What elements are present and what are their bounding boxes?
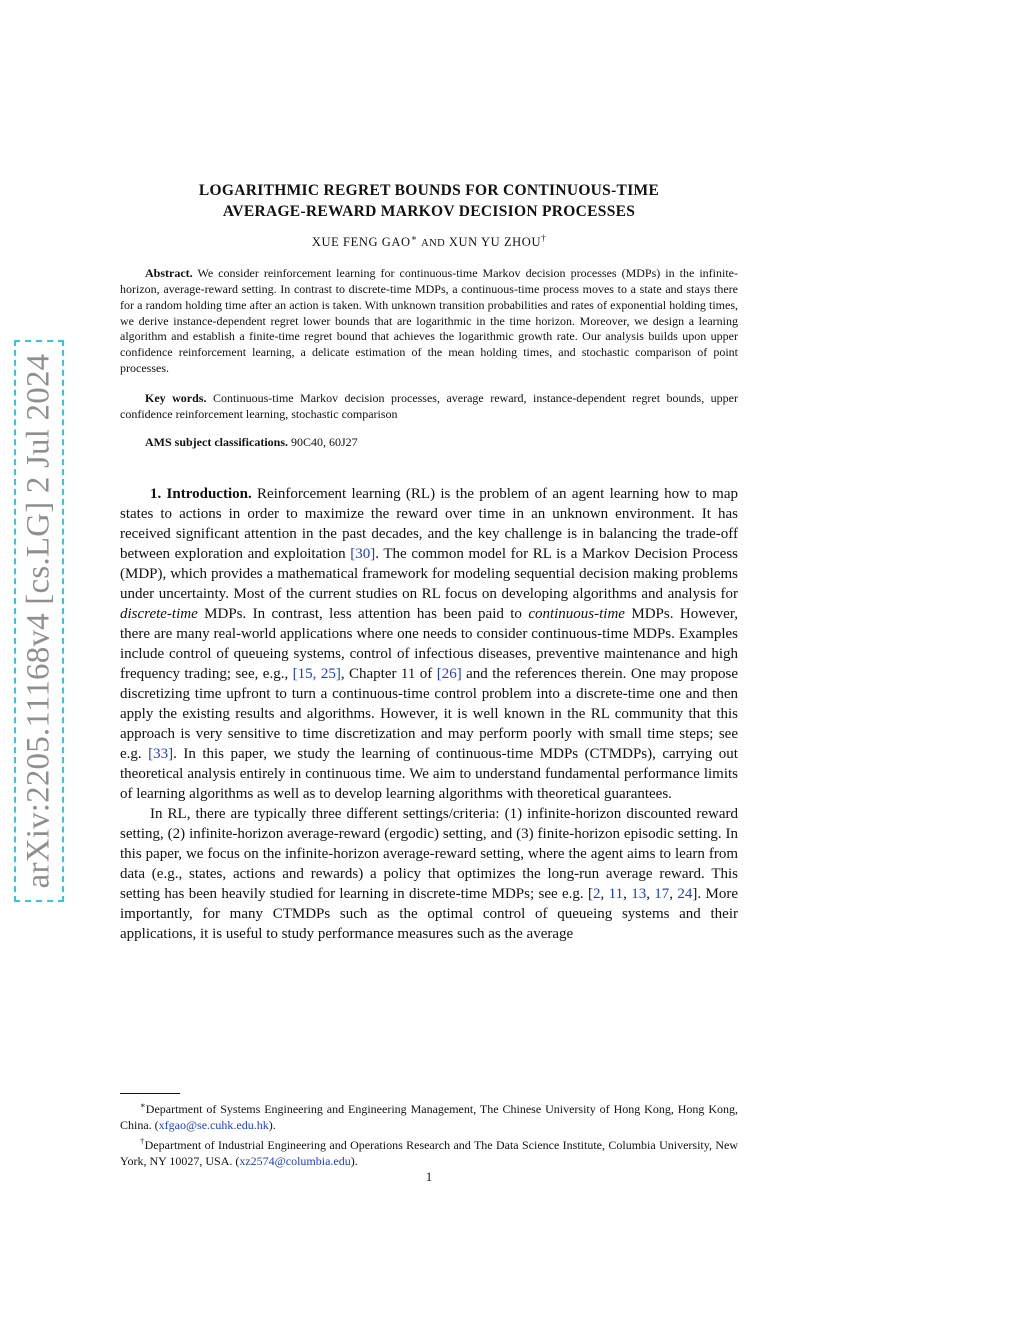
emphasis-continuous-time: continuous-time bbox=[528, 606, 625, 623]
citation-link[interactable]: 11 bbox=[608, 886, 624, 903]
footnote-1 bbox=[120, 1097, 738, 1133]
footnote-mark: † bbox=[140, 1136, 145, 1146]
page-number: 1 bbox=[425, 1170, 433, 1184]
ams-classification bbox=[120, 435, 738, 451]
title-line-1: LOGARITHMIC REGRET BOUNDS FOR CONTINUOUS-TIME bbox=[198, 182, 660, 199]
intro-paragraph-1 bbox=[120, 484, 738, 804]
ams-label: AMS subject classifications. bbox=[145, 435, 288, 450]
footnote-text: Department of Systems Engineering and Engineering Management, The Chinese University of Hong Kong, Hong Kong, China. ( bbox=[120, 1102, 738, 1132]
arxiv-identifier: arXiv:2205.11168v4 [cs.LG] 2 Jul 2024 bbox=[20, 353, 57, 889]
emphasis-discrete-time: discrete-time bbox=[120, 606, 198, 623]
citation-link[interactable]: 17 bbox=[654, 886, 670, 903]
intro-text: MDPs. In contrast, less attention has been paid to bbox=[197, 606, 529, 623]
arxiv-stamp bbox=[14, 340, 64, 902]
author-1-footnote-mark: ∗ bbox=[410, 233, 418, 243]
footnote-text: Department of Industrial Engineering and Operations Research and The Data Science Institute, Columbia University, New York, NY 10027, USA. ( bbox=[120, 1138, 738, 1168]
footnote-text: ). bbox=[268, 1118, 276, 1132]
intro-text: ]. More importantly, for many CTMDPs such as the optimal control of queueing systems and their applications, it is useful to study performance measures such as the average bbox=[120, 886, 738, 943]
footnote-mark: ∗ bbox=[140, 1100, 146, 1110]
abstract-label: Abstract. bbox=[145, 266, 193, 281]
citation-link[interactable]: [33] bbox=[148, 746, 174, 763]
email-link[interactable]: xz2574@columbia.edu bbox=[239, 1154, 351, 1168]
author-1: XUE FENG GAO bbox=[311, 235, 411, 250]
author-and: AND bbox=[421, 238, 446, 250]
footnote-divider bbox=[120, 1093, 180, 1094]
abstract bbox=[120, 266, 738, 377]
author-list bbox=[120, 233, 738, 250]
footnote-2 bbox=[120, 1133, 738, 1169]
paper-page bbox=[120, 180, 738, 944]
citation-link[interactable]: 2 bbox=[593, 886, 601, 903]
citation-link[interactable]: [30] bbox=[350, 546, 376, 563]
title-line-2: AVERAGE-REWARD MARKOV DECISION PROCESSES bbox=[222, 203, 636, 220]
author-2-footnote-mark: † bbox=[541, 233, 547, 243]
footnotes bbox=[120, 1097, 738, 1169]
intro-text: Reinforcement learning (RL) is the problem of an agent learning how to map states to actions in order to maximize the reward over time in an unknown environment. It has received significant attention in the past decades, and the key challenge is in balancing the trade-off between exploration and exploitation bbox=[120, 486, 739, 563]
intro-paragraph-2: In RL, there are typically three different settings/criteria: (1) infinite-horizon discounted reward setting, (2) infinite-horizon average-reward (ergodic) setting, and (3) finite-horizon episodic setting. In this paper, we focus on the infinite-horizon average-reward setting, where the agent aims to learn from data (e.g., states, actions and rewards) a policy that optimizes the long-run average reward. This setting has been heavily studied for learning in discrete-time MDPs; see e.g. [2, 11, 13, 17, 24]. More importantly, for many CTMDPs such as the optimal control of queueing systems and their applications, it is useful to study performance measures such as the average bbox=[120, 806, 738, 943]
intro-text: , Chapter 11 of bbox=[340, 666, 437, 683]
introduction-section bbox=[120, 484, 738, 944]
citation-link[interactable]: 13 bbox=[631, 886, 647, 903]
intro-text: and the references therein. One may propose discretizing time upfront to turn a continuous-time control problem into a discrete-time one and then apply the existing results and algorithms. However, it is well known in the RL community that this approach is very sensitive to time discretization and may perform poorly with small time steps; see e.g. bbox=[120, 666, 738, 763]
intro-text: . The common model for RL is a Markov Decision Process (MDP), which provides a mathematical framework for modeling sequential decision making problems under uncertainty. Most of the current studies on RL focus on developing algorithms and analysis for bbox=[120, 546, 738, 603]
keywords-label: Key words. bbox=[145, 390, 207, 405]
abstract-text: We consider reinforcement learning for continuous-time Markov decision processes (MDPs) in the infinite-horizon, average-reward setting. In contrast to discrete-time MDPs, a continuous-time process moves to a state and stays there for a random holding time after an action is taken. With unknown transition probabilities and rates of exponential holding times, we derive instance-dependent regret lower bounds that are logarithmic in the time horizon. Moreover, we design a learning algorithm and establish a finite-time regret bound that achieves the logarithmic growth rate. Our analysis builds upon upper confidence reinforcement learning, a delicate estimation of the mean holding times, and stochastic comparison of point processes. bbox=[120, 266, 738, 375]
keywords bbox=[120, 391, 738, 423]
footnote-text: ). bbox=[350, 1154, 358, 1168]
citation-link[interactable]: [26] bbox=[436, 666, 462, 683]
author-2: XUN YU ZHOU bbox=[448, 235, 542, 250]
paper-title bbox=[120, 180, 738, 222]
intro-text: In RL, there are typically three different settings/criteria: (1) infinite-horizon discounted reward setting, (2) infinite-horizon average-reward (ergodic) setting, and (3) finite-horizon episodic setting. In this paper, we focus on the infinite-horizon average-reward setting, where the agent aims to learn from data (e.g., states, actions and rewards) a policy that optimizes the long-run average reward. This setting has been heavily studied for learning in discrete-time MDPs; see e.g. [ bbox=[120, 806, 738, 903]
intro-text: . In this paper, we study the learning of continuous-time MDPs (CTMDPs), carrying out theoretical analysis entirely in continuous time. We aim to understand fundamental performance limits of learning algorithms as well as to develop learning algorithms with theoretical guarantees. bbox=[120, 746, 738, 803]
section-heading: 1. Introduction. bbox=[150, 486, 252, 503]
citation-link[interactable]: [15, 25] bbox=[292, 666, 341, 683]
citation-link[interactable]: 24 bbox=[677, 886, 693, 903]
keywords-text: Continuous-time Markov decision processes, average reward, instance-dependent regret bounds, upper confidence reinforcement learning, stochastic comparison bbox=[120, 390, 738, 421]
email-link[interactable]: xfgao@se.cuhk.edu.hk bbox=[158, 1118, 269, 1132]
ams-text: 90C40, 60J27 bbox=[291, 435, 358, 450]
intro-text: MDPs. However, there are many real-world applications where one needs to consider continuous-time MDPs. Examples include control of queueing systems, control of infectious diseases, preventive maintenance and high frequency trading; see, e.g., bbox=[120, 606, 738, 683]
